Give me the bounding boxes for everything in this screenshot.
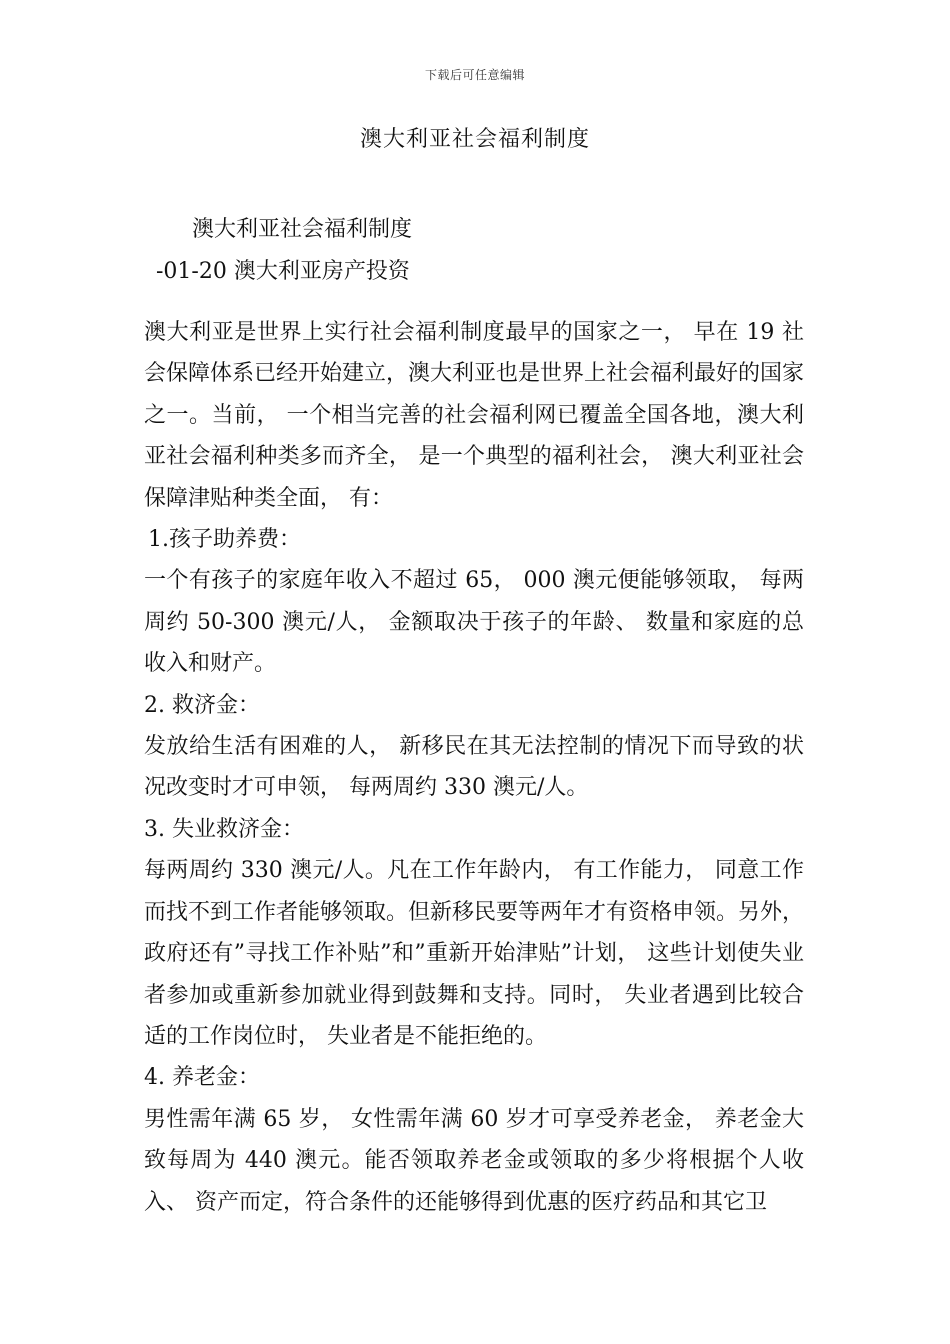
item-body-pension: 男性需年满 65 岁， 女性需年满 60 岁才可享受养老金， 养老金大致每周为 440 澳元。能否领取养老金或领取的多少将根据个人收入、 资产而定，符合条件的还能够得到优惠的医疗药品和其它卫 [144, 1106, 804, 1215]
item-heading-relief: 2. 救济金： [144, 692, 260, 718]
item-heading-child-support: 1.孩子助养费： [148, 527, 301, 553]
item-heading-pension: 4. 养老金： [144, 1065, 260, 1091]
item-body-child-support: 一个有孩子的家庭年收入不超过 65， 000 澳元便能够领取， 每两周约 50-300 澳元/人， 金额取决于孩子的年龄、 数量和家庭的总收入和财产。 [144, 568, 804, 677]
header-note: 下载后可任意编辑 [424, 68, 525, 82]
item-heading-unemployment: 3. 失业救济金： [144, 816, 304, 842]
intro-paragraph: 澳大利亚是世界上实行社会福利制度最早的国家之一， 早在 19 社会保障体系已经开始建立，澳大利亚也是世界上社会福利最好的国家之一。当前， 一个相当完善的社会福利网已覆盖全国各地，澳大利亚社会福利种类多而齐全， 是一个典型的福利社会， 澳大利亚社会保障津贴种类全面， 有： [144, 320, 805, 511]
article-subtitle: 澳大利亚社会福利制度 [192, 217, 413, 242]
article-date-line: -01-20 澳大利亚房产投资 [156, 259, 410, 284]
article-body [144, 312, 804, 1223]
item-body-relief: 发放给生活有困难的人， 新移民在其无法控制的情况下而导致的状况改变时才可申领， 每两周约 330 澳元/人。 [144, 734, 804, 801]
item-body-unemployment: 每两周约 330 澳元/人。凡在工作年龄内， 有工作能力， 同意工作而找不到工作者能够领取。但新移民要等两年才有资格申领。另外， 政府还有”寻找工作补贴”和”重新开始津贴”计划， 这些计划使失业者参加或重新参加就业得到鼓舞和支持。同时， 失业者遇到比较合适的工作岗位时， 失业者是不能拒绝的。 [144, 858, 805, 1049]
document-title: 澳大利亚社会福利制度 [359, 127, 590, 152]
